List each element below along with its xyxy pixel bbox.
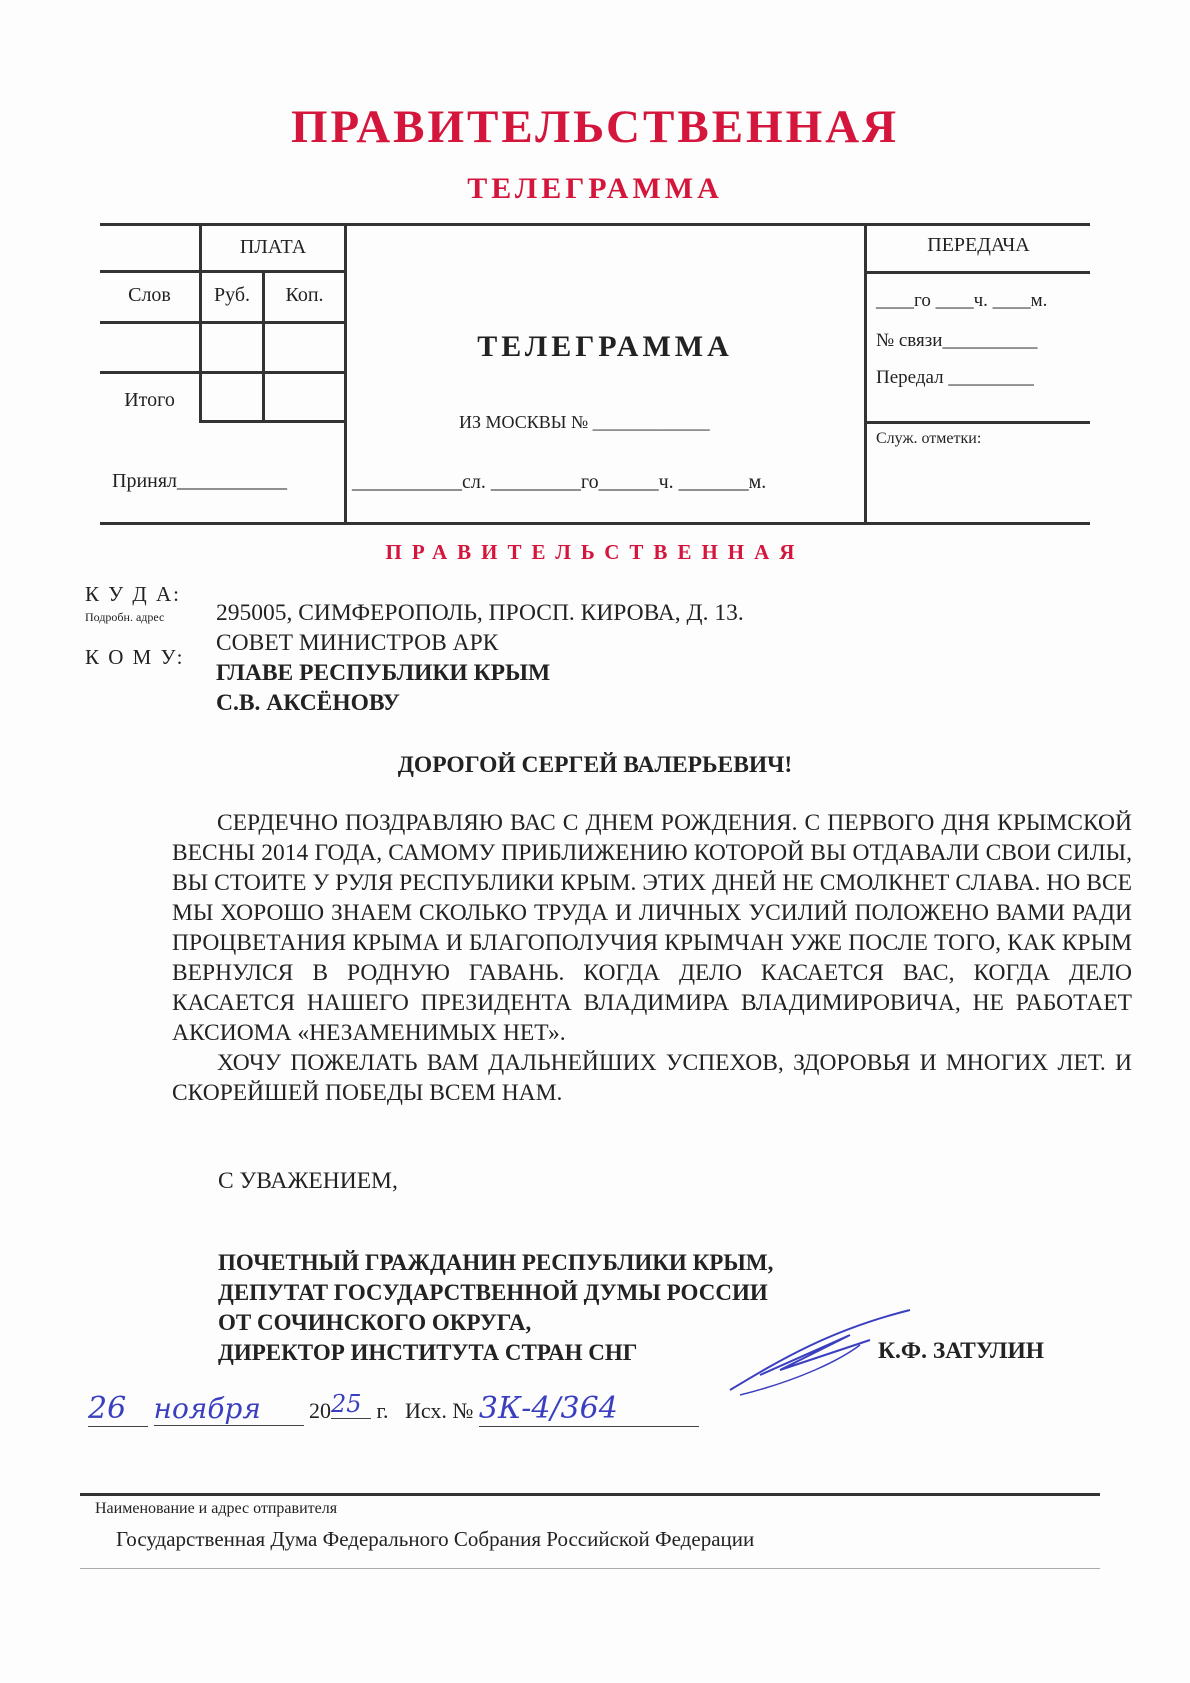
- document-subtitle: ТЕЛЕГРАММА: [467, 172, 723, 205]
- signatory-line-3: ОТ СОЧИНСКОГО ОКРУГА,: [218, 1310, 532, 1335]
- prinyal-field: Принял___________: [112, 470, 288, 492]
- closing: С УВАЖЕНИЕМ,: [218, 1168, 398, 1194]
- year-unit: г.: [376, 1398, 389, 1423]
- signatory-line-4: ДИРЕКТОР ИНСТИТУТА СТРАН СНГ: [218, 1340, 638, 1365]
- signatory-line-2: ДЕПУТАТ ГОСУДАРСТВЕННОЙ ДУМЫ РОССИИ: [218, 1280, 768, 1305]
- recipient-name: С.В. АКСЁНОВУ: [216, 690, 400, 716]
- signatory-line-1: ПОЧЕТНЫЙ ГРАЖДАНИН РЕСПУБЛИКИ КРЫМ,: [218, 1250, 774, 1275]
- sender-value: Государственная Дума Федерального Собрания Российской Федерации: [116, 1527, 755, 1551]
- received-time-field: ___________сл. _________го______ч. _______м.: [352, 471, 767, 493]
- date-month: ноября: [154, 1392, 304, 1426]
- kop-label: Коп.: [285, 284, 324, 306]
- recipient-title: ГЛАВЕ РЕСПУБЛИКИ КРЫМ: [216, 660, 551, 686]
- paragraph-1: СЕРДЕЧНО ПОЗДРАВЛЯЮ ВАС С ДНЕМ РОЖДЕНИЯ. С ПЕРВОГО ДНЯ КРЫМСКОЙ ВЕСНЫ 2014 ГОДА, САМОМУ ПРИБЛИЖЕНИЮ КОТОРОЙ ВЫ ОТДАВАЛИ СВОИ СИЛЫ, ВЫ СТОИТЕ У РУЛЯ РЕСПУБЛИКИ КРЫМ. ЭТИХ ДНЕЙ НЕ СМОЛКНЕТ СЛАВА. НО ВСЕ МЫ ХОРОШО ЗНАЕМ СКОЛЬКО ТРУДА И ЛИЧНЫХ УСИЛИЙ ПОЛОЖЕНО ВАМИ РАДИ ПРОЦВЕТАНИЯ КРЫМА И БЛАГОПОЛУЧИЯ КРЫМЧАН УЖЕ ПОСЛЕ ТОГО, КАК КРЫМ ВЕРНУЛСЯ В РОДНУЮ ГАВАНЬ. КОГДА ДЕЛО КАСАЕТСЯ ВАС, КОГДА ДЕЛО КАСАЕТСЯ НАШЕГО ПРЕЗИДЕНТА ВЛАДИМИРА ВЛАДИМИРОВИЧА, НЕ РАБОТАЕТ АКСИОМА «НЕЗАМЕНИМЫХ НЕТ».: [172, 810, 1132, 1046]
- service-marks-label: Служ. отметки:: [876, 430, 982, 447]
- address-value: 295005, СИМФЕРОПОЛЬ, ПРОСП. КИРОВА, Д. 13.: [216, 600, 744, 626]
- komu-label: К О М У:: [85, 645, 185, 669]
- year-suffix: 25: [331, 1390, 371, 1419]
- footer-divider: [80, 1493, 1100, 1496]
- center-telegram-title: ТЕЛЕГРАММА: [477, 330, 733, 363]
- recipient-org: СОВЕТ МИНИСТРОВ АРК: [216, 630, 499, 656]
- plata-header: ПЛАТА: [239, 236, 307, 258]
- itogo-label: Итого: [124, 389, 175, 411]
- rub-label: Руб.: [213, 284, 251, 306]
- iz-moskvy-field: ИЗ МОСКВЫ № _____________: [459, 412, 710, 432]
- footer-bottom-line: [80, 1568, 1100, 1569]
- slov-label: Слов: [128, 284, 171, 306]
- dateline: [88, 1390, 699, 1427]
- sender-label: Наименование и адрес отправителя: [95, 1500, 338, 1517]
- ref-number: 3К-4/364: [479, 1391, 699, 1427]
- signatory-name: К.Ф. ЗАТУЛИН: [878, 1338, 1045, 1364]
- greeting: ДОРОГОЙ СЕРГЕЙ ВАЛЕРЬЕВИЧ!: [397, 752, 793, 778]
- peredacha-header: ПЕРЕДАЧА: [927, 234, 1030, 256]
- letter-body: [172, 808, 1132, 1108]
- document-title: ПРАВИТЕЛЬСТВЕННАЯ: [290, 101, 900, 153]
- svyazi-field: № связи__________: [876, 330, 1038, 351]
- detailed-address-label: Подробн. адрес: [85, 610, 165, 624]
- peredal-field: Передал _________: [876, 367, 1034, 388]
- signatory-titles: [218, 1248, 773, 1368]
- year-prefix: 20: [309, 1398, 331, 1423]
- paragraph-2: ХОЧУ ПОЖЕЛАТЬ ВАМ ДАЛЬНЕЙШИХ УСПЕХОВ, ЗДОРОВЬЯ И МНОГИХ ЛЕТ. И СКОРЕЙШЕЙ ПОБЕДЫ ВСЕМ НАМ.: [172, 1050, 1132, 1106]
- kuda-label: К У Д А:: [85, 582, 181, 606]
- transmit-time-field: ____го ____ч. ____м.: [876, 290, 1048, 311]
- government-stamp-word: ПРАВИТЕЛЬСТВЕННАЯ: [385, 540, 805, 564]
- ref-label: Исх. №: [405, 1398, 474, 1423]
- date-day: 26: [88, 1391, 148, 1427]
